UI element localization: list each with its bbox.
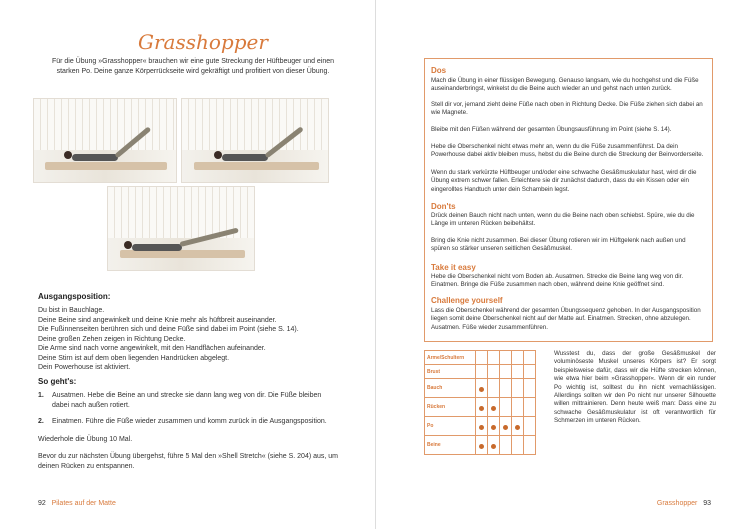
grid-row-label: Rücken	[425, 398, 476, 417]
dos-para-5: Wenn du stark verkürzte Hüftbeuger und/oder eine schwache Gesäßmuskulatur hast, wird dir die Übung extrem schwer fallen. Erleichtere sie dir zunächst dadurch, dass du ein Kissen oder ein eingerolltes Handtuch unter dein Schambein legst.	[431, 169, 697, 193]
grid-cell	[488, 379, 500, 398]
grid-cell	[488, 365, 500, 379]
grid-cell	[488, 351, 500, 365]
donts-para-2: Bring die Knie nicht zusammen. Bei dieser Übung rotieren wir im Hüftgelenk nach außen und spüren so stärker unseren seitlichen Gesäßmuskel.	[431, 237, 686, 253]
grid-cell	[512, 417, 524, 436]
info-text: Wusstest du, dass der große Gesäßmuskel der voluminöseste Muskel unseres Körpers ist? Er sorgt beispielsweise dafür, dass wir die Hüfte strecken können, wie etwa hier beim »Grasshopper«. Wenn dir ein runder Po wichtig ist, solltest du ihn nicht vernachlässigen. Allerdings sollten wir den Po nicht nur unserer Silhouette willen mittrainieren. Denn heute weiß man: Dass eine zu schwache Gesäßmuskulatur ist oft verantwortlich für Schmerzen im unteren Rücken.	[554, 350, 716, 425]
start-position-heading: Ausgangsposition:	[38, 292, 111, 301]
grid-cell	[524, 379, 536, 398]
grid-cell	[524, 417, 536, 436]
grid-row	[425, 417, 536, 436]
grid-row	[425, 365, 536, 379]
grid-cell	[476, 436, 488, 455]
dos-heading: Dos	[431, 66, 447, 75]
grid-row-label: Beine	[425, 436, 476, 455]
step-1: 1. Ausatmen. Hebe die Beine an und strecke sie dann lang weg von dir. Die Füße bleiben dabei nach außen rotiert.	[38, 392, 322, 409]
grid-cell	[500, 379, 512, 398]
exercise-photo-3	[107, 186, 255, 271]
grid-cell	[476, 365, 488, 379]
exercise-title: Grasshopper	[138, 30, 268, 54]
grid-cell	[512, 379, 524, 398]
right-page	[375, 0, 750, 529]
grid-cell	[512, 398, 524, 417]
next-exercise-text: Bevor du zur nächsten Übung übergehst, führe 5 Mal den »Shell Stretch« (siehe S. 204) aus, um deinen Rücken zu entspannen.	[38, 453, 339, 470]
grid-row	[425, 379, 536, 398]
grid-cell	[500, 398, 512, 417]
dos-para-3: Bleibe mit den Füßen während der gesamten Übungsausführung im Point (siehe S. 14).	[431, 126, 672, 133]
intensity-dot	[479, 444, 484, 449]
easy-para: Hebe die Oberschenkel nicht vom Boden ab. Ausatmen. Strecke die Beine lang weg von dir. Einatmen. Bringe die Füße zusammen nach oben, während deine Knie geöffnet sind.	[431, 273, 684, 289]
easy-heading: Take it easy	[431, 263, 476, 272]
intensity-dot	[479, 425, 484, 430]
grid-row-label: Po	[425, 417, 476, 436]
intensity-dot	[491, 406, 496, 411]
donts-para-1: Drück deinen Bauch nicht nach unten, wenn du die Beine nach oben schiebst. Spüre, wie du die Länge im unteren Rücken beibehältst.	[431, 212, 695, 228]
how-to-heading: So geht's:	[38, 377, 77, 386]
donts-heading: Don'ts	[431, 202, 456, 211]
grid-cell	[512, 365, 524, 379]
intensity-dot	[479, 406, 484, 411]
exercise-photo-2	[181, 98, 329, 183]
intensity-dot	[491, 444, 496, 449]
intensity-dot	[515, 425, 520, 430]
grid-cell	[488, 417, 500, 436]
grid-row	[425, 398, 536, 417]
right-footer	[657, 500, 711, 507]
repeat-text: Wiederhole die Übung 10 Mal.	[38, 436, 133, 443]
intensity-dot	[479, 387, 484, 392]
grid-cell	[488, 436, 500, 455]
grid-row-label: Brust	[425, 365, 476, 379]
dos-para-1: Mach die Übung in einer flüssigen Bewegung. Genauso langsam, wie du hochgehst und die Füße auseinanderbringst, winkelst du die Beine auch wieder an und gehst nach unten zurück.	[431, 77, 699, 93]
grid-cell	[500, 351, 512, 365]
muscle-intensity-grid	[424, 350, 536, 455]
grid-cell	[524, 365, 536, 379]
grid-cell	[500, 436, 512, 455]
tips-box	[424, 58, 713, 342]
grid-cell	[476, 379, 488, 398]
grid-cell	[488, 398, 500, 417]
grid-row-label: Arme/Schultern	[425, 351, 476, 365]
dos-para-4: Hebe die Oberschenkel nicht etwas mehr an, wenn du die Füße zusammenführst. Da dein Powerhouse dabei aktiv bleiben muss, hebst du die Beine durch die Streckung der Beinvorderseite.	[431, 143, 704, 159]
grid-cell	[500, 365, 512, 379]
grid-row	[425, 351, 536, 365]
chapter-title-right: Grasshopper	[656, 500, 698, 507]
intensity-dot	[503, 425, 508, 430]
step-2: 2. Einatmen. Führe die Füße wieder zusammen und komm zurück in die Ausgangsposition.	[38, 418, 327, 425]
grid-row	[425, 436, 536, 455]
intensity-dot	[491, 425, 496, 430]
start-position-text: Du bist in Bauchlage. Deine Beine sind angewinkelt und deine Knie mehr als hüftbreit auseinander. Die Fußinnenseiten berühren sich und deine Füße sind dabei im Point (siehe S. 14). Deine großen Zehen zeigen in Richtung Decke. Die Arme sind nach vorne angewinkelt, mit den Handflächen aufeinander. Deine Stirn ist auf dem oben liegenden Handrücken abgelegt. Dein Powerhouse ist aktiviert.	[38, 307, 299, 371]
challenge-heading: Challenge yourself	[431, 296, 503, 305]
grid-cell	[524, 398, 536, 417]
page-number-right: 93	[703, 500, 711, 507]
grid-row-label: Bauch	[425, 379, 476, 398]
grid-cell	[524, 351, 536, 365]
grid-cell	[512, 436, 524, 455]
grid-cell	[524, 436, 536, 455]
intro-text: Für die Übung »Grasshopper« brauchen wir eine gute Streckung der Hüftbeuger und einen starken Po. Deine ganze Körperrückseite wird gekräftigt und profitiert von dieser Übung.	[51, 58, 335, 75]
grid-cell	[476, 398, 488, 417]
challenge-para: Lass die Oberschenkel während der gesamten Übungssequenz gehoben. In der Ausgangsposition liegen somit deine Oberschenkel nicht auf der Matte auf. Einatmen. Strecken, ohne abzulegen. Ausatmen. Füße wieder zusammenführen.	[431, 307, 701, 331]
left-footer	[38, 500, 116, 507]
grid-cell	[476, 417, 488, 436]
dos-para-2: Stell dir vor, jemand zieht deine Füße nach oben in Richtung Decke. Die Füße ziehen sich dabei an wie Magnete.	[431, 101, 703, 117]
page-number-left: 92	[38, 500, 46, 507]
grid-cell	[500, 417, 512, 436]
grid-cell	[512, 351, 524, 365]
grid-cell	[476, 351, 488, 365]
chapter-title-left: Pilates auf der Matte	[51, 500, 116, 507]
exercise-photo-1	[33, 98, 177, 183]
